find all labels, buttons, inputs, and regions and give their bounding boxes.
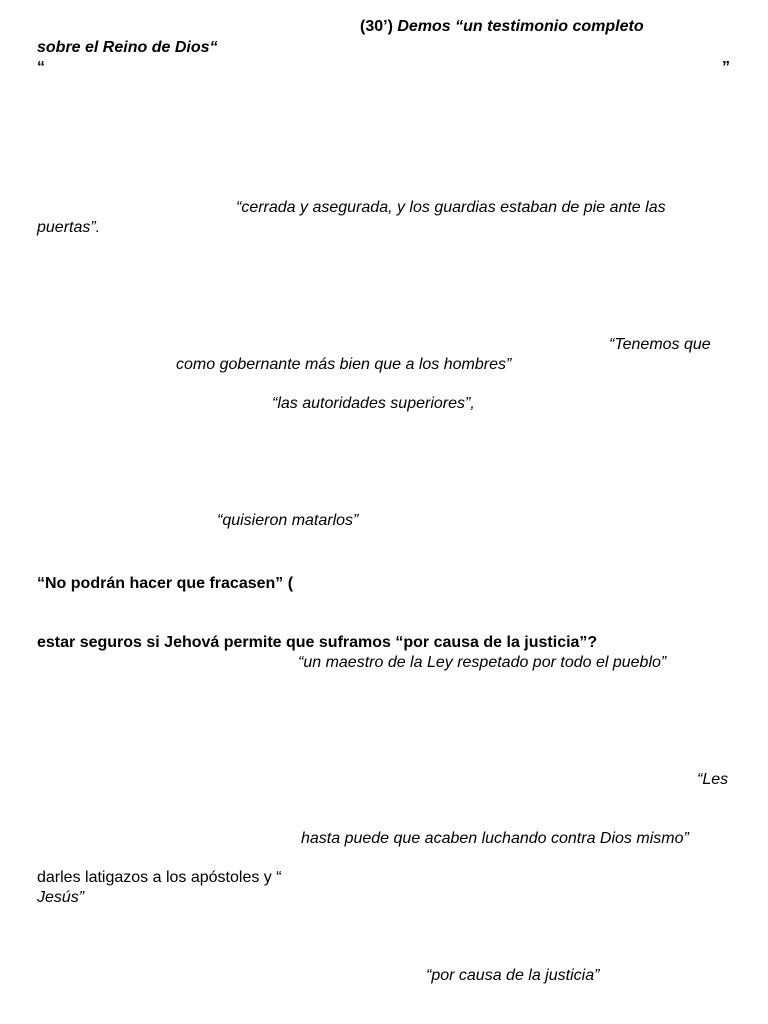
- title-line-2: sobre el Reino de Dios“: [37, 39, 218, 56]
- open-quote: “: [37, 59, 45, 76]
- paragraph-cerrada-line-1: “cerrada y asegurada, y los guardias estaban de pie ante las: [236, 199, 666, 216]
- quote-maestro: “un maestro de la Ley respetado por todo el pueblo”: [298, 654, 667, 671]
- close-quote: ”: [722, 59, 730, 76]
- quote-jesus: Jesús”: [37, 889, 85, 906]
- quote-les: “Les: [697, 771, 729, 788]
- quote-por-causa: “por causa de la justicia”: [426, 967, 600, 984]
- quote-autoridades: “las autoridades superiores”,: [272, 395, 475, 412]
- title-text: Demos “un testimonio completo: [397, 18, 644, 35]
- title-line-1: [360, 17, 644, 36]
- question-estar-seguros: estar seguros si Jehová permite que suframos “por causa de la justicia”?: [37, 634, 598, 651]
- paragraph-cerrada-line-2: puertas”.: [37, 219, 101, 236]
- quote-matarlos: “quisieron matarlos”: [217, 512, 359, 529]
- heading-no-podran: “No podrán hacer que fracasen” (: [37, 575, 294, 592]
- quote-hasta: hasta puede que acaben luchando contra Dios mismo”: [301, 830, 689, 847]
- quote-tenemos: “Tenemos que: [609, 336, 711, 353]
- text-darles: darles latigazos a los apóstoles y “: [37, 869, 282, 886]
- quote-gobernante: como gobernante más bien que a los hombres”: [176, 356, 512, 373]
- title-number: (30’): [360, 18, 398, 35]
